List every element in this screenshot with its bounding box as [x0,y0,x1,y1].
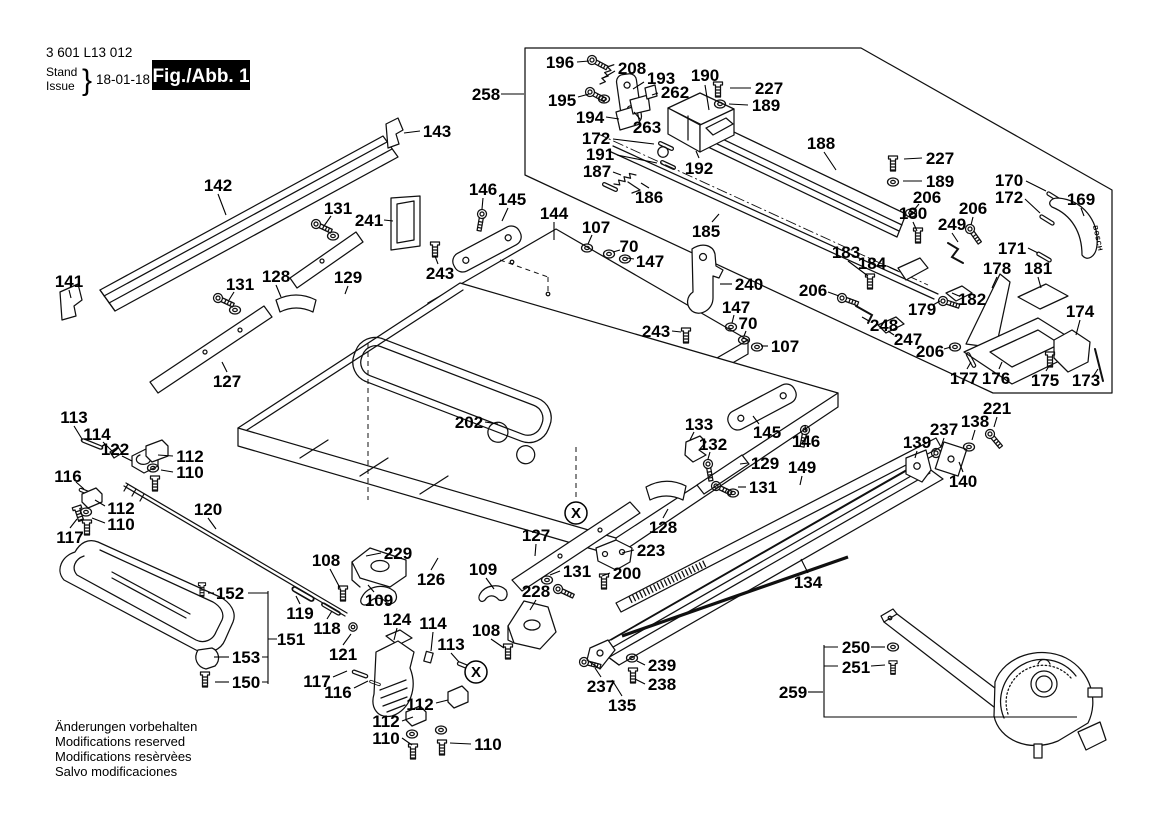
part-callout-135: 135 [607,696,637,715]
washer-131a [328,232,339,240]
part-callout-189: 189 [751,96,781,115]
notice-en: Modifications reserved [55,734,186,749]
part-callout-127: 127 [212,372,242,391]
part-callout-122: 122 [100,440,130,459]
notice-de: Änderungen vorbehalten [55,719,198,734]
part-callout-176: 176 [981,369,1011,388]
part-callout-145: 145 [497,190,527,209]
leader-line-251 [871,665,885,666]
svg-text:X: X [570,505,582,522]
part-callout-250: 250 [841,638,871,657]
part-callout-206: 206 [958,199,988,218]
screw-238 [629,668,638,683]
part-callout-110: 110 [176,463,204,482]
leader-line-108 [491,639,504,648]
svg-text:X: X [470,664,482,681]
screw-110d [438,740,447,755]
part-callout-146: 146 [791,432,821,451]
leader-line-110 [402,738,412,745]
part-callout-243: 243 [641,322,671,341]
bracket-249 [948,243,963,263]
brace-glyph: } [82,64,93,97]
part-callout-170: 170 [994,171,1024,190]
part-callout-147: 147 [635,252,665,271]
leader-line-146 [482,198,483,209]
leader-line-174 [1076,320,1080,335]
part-callout-180: 180 [898,204,928,223]
part-callout-110: 110 [474,735,502,754]
part-callout-112: 112 [406,695,434,714]
part-callout-172: 172 [581,129,611,148]
leader-line-249 [952,233,958,242]
part-callout-184: 184 [857,254,887,273]
part-callout-116: 116 [54,467,82,486]
part-callout-131: 131 [225,275,255,294]
part-callout-206: 206 [915,342,945,361]
screw-117a [72,505,85,522]
figure-label: Fig./Abb. 1 [152,66,250,87]
part-callout-247: 247 [893,330,923,349]
screw-110a [151,476,160,491]
screw-110c [409,744,418,759]
pin-172 [658,141,674,151]
part-callout-113: 113 [437,635,465,654]
leader-line-108 [330,569,340,588]
part-callout-241: 241 [354,211,384,230]
part-callout-195: 195 [547,91,577,110]
leader-line-147 [627,258,634,259]
leader-line-238 [635,679,645,684]
bracket-112a [146,440,168,462]
part-callout-229: 229 [383,544,413,563]
leader-line-188 [824,152,836,170]
leader-line-110 [92,518,105,523]
part-callout-178: 178 [982,259,1012,278]
part-callout-131: 131 [562,562,592,581]
part-callout-237: 237 [929,420,959,439]
leader-line-126 [431,558,438,570]
part-number: 3 601 L13 012 [46,45,133,60]
part-callout-114: 114 [419,614,447,633]
part-callout-114: 114 [83,425,111,444]
part-callout-108: 108 [311,551,341,570]
leader-line-127 [222,362,227,372]
part-callout-112: 112 [372,712,400,731]
washer-110c [407,730,418,738]
part-callout-118: 118 [313,619,341,638]
part-callout-128: 128 [261,267,291,286]
part-callout-171: 171 [997,239,1027,258]
part-callout-175: 175 [1030,371,1060,390]
issue-date: 18-01-18 [96,72,151,87]
leader-line-113 [74,426,82,439]
part-callout-112: 112 [176,447,204,466]
part-callout-141: 141 [54,272,84,291]
title-block [46,45,250,97]
part-callout-179: 179 [907,300,937,319]
part-callout-149: 149 [787,458,817,477]
part-callout-181: 181 [1023,259,1053,278]
part-callout-172: 172 [994,188,1024,207]
part-callout-258: 258 [471,85,501,104]
screw-183 [866,274,875,289]
part-callout-177: 177 [949,369,979,388]
stand-label: Stand [46,65,78,79]
part-callout-228: 228 [521,582,551,601]
part-callout-107: 107 [581,218,611,237]
washer-131b [230,306,241,314]
bolt-146a [475,209,488,232]
washer-107b [752,343,763,351]
nut-121 [349,623,357,631]
part-callout-112: 112 [107,499,135,518]
leader-line-177 [967,362,971,369]
clamp-153 [196,648,219,669]
leader-line-196 [577,61,589,62]
part-callout-113: 113 [60,408,88,427]
part-callout-129: 129 [333,268,363,287]
group-bracket-151 [248,591,277,684]
leader-line-129 [345,286,348,294]
part-callout-109: 109 [364,591,394,610]
circled-x-marker [565,502,587,524]
plate-184 [898,258,928,280]
part-callout-138: 138 [960,412,990,431]
part-callout-223: 223 [636,541,666,560]
part-callout-127: 127 [521,526,551,545]
part-callout-259: 259 [778,683,808,702]
part-callout-132: 132 [698,435,728,454]
washer-189b [888,178,899,186]
part-callout-70: 70 [738,314,758,333]
pin-186 [602,182,618,192]
issue-label: Issue [46,79,75,93]
screw-206b [964,223,984,246]
part-callout-238: 238 [647,675,677,694]
part-callout-117: 117 [303,672,331,691]
part-callout-227: 227 [925,149,955,168]
part-callout-190: 190 [690,66,720,85]
screw-150 [201,672,210,687]
leader-line-121 [343,634,351,645]
pad-181 [1018,284,1068,309]
leader-line-112 [436,700,448,703]
washer-131c [728,489,739,497]
part-callout-237: 237 [586,677,616,696]
washer-138 [964,443,975,451]
part-callout-174: 174 [1065,302,1095,321]
part-callout-206: 206 [912,188,942,207]
leader-line-118 [327,611,332,619]
leader-line-143 [404,131,420,133]
screw-110b [83,520,92,535]
leader-line-142 [218,194,226,215]
leader-line-110 [450,743,471,744]
part-callout-110: 110 [107,515,135,534]
leader-line-170 [1026,181,1046,191]
screw-243a [431,242,440,257]
part-callout-239: 239 [647,656,677,675]
part-callout-243: 243 [425,264,455,283]
part-callout-131: 131 [323,199,353,218]
screw-108a [339,586,348,601]
washer-206d [950,343,961,351]
part-callout-144: 144 [539,204,569,223]
pin-172b [1039,214,1054,225]
leader-line-227 [904,158,922,159]
leader-line-239 [637,661,645,665]
part-callout-121: 121 [328,645,358,664]
leader-line-116 [354,681,368,688]
notice-fr: Modifications resèrvèes [55,749,192,764]
screw-206c [836,292,859,308]
part-callout-70: 70 [619,237,639,256]
part-callout-187: 187 [582,162,612,181]
notice-es: Salvo modificaciones [55,764,178,779]
leader-line-113 [451,653,459,662]
screw-251 [889,661,897,675]
leader-line-117 [70,519,77,528]
pin-117b [352,670,368,679]
part-callout-189: 189 [925,172,955,191]
part-callout-108: 108 [471,621,501,640]
part-callout-117: 117 [56,528,84,547]
part-callout-206: 206 [798,281,828,300]
clamp-block-174 [1054,330,1090,372]
miter-gauge-259 [824,609,1106,758]
part-callout-191: 191 [585,145,615,164]
part-callout-192: 192 [684,159,714,178]
part-callout-188: 188 [806,134,836,153]
bracket-112c [448,686,468,708]
part-callout-248: 248 [869,316,899,335]
leader-line-184 [887,266,898,271]
leader-line-221 [994,417,997,427]
part-callout-186: 186 [634,188,664,207]
part-callout-151: 151 [276,630,306,649]
part-callout-126: 126 [416,570,446,589]
screw-180 [914,228,923,243]
leader-line-248 [862,317,869,321]
part-callout-193: 193 [646,69,676,88]
part-callout-143: 143 [422,122,452,141]
part-callout-139: 139 [902,433,932,452]
part-callout-131: 131 [748,478,778,497]
part-callout-227: 227 [754,79,784,98]
leader-line-120 [208,518,216,529]
leader-line-192 [696,151,699,158]
part-callout-251: 251 [841,658,871,677]
end-cap-143 [386,118,403,148]
shim-128-top [276,295,316,312]
part-callout-185: 185 [691,222,721,241]
part-callout-183: 183 [831,243,861,262]
leader-line-128 [276,285,281,297]
leader-line-117 [333,671,347,677]
part-callout-208: 208 [617,59,647,78]
part-callout-116: 116 [324,683,352,702]
washer-250 [888,643,899,651]
part-callout-146: 146 [468,180,498,199]
screw-227b [889,156,898,171]
spring-187 [614,168,636,191]
part-callout-134: 134 [793,573,823,592]
leader-line-171 [1028,248,1038,253]
bracket-112b [82,488,102,508]
part-callout-240: 240 [734,275,764,294]
u-bracket-241 [391,196,420,250]
part-callout-120: 120 [193,500,223,519]
part-callout-249: 249 [937,215,967,234]
part-callout-169: 169 [1066,190,1096,209]
pivot-bracket-228 [508,601,556,649]
part-callout-107: 107 [770,337,800,356]
part-callout-221: 221 [982,399,1012,418]
leader-line-185 [712,214,719,222]
part-callout-128: 128 [648,518,678,537]
part-callout-147: 147 [721,298,751,317]
part-callout-173: 173 [1071,371,1101,390]
leader-line-119 [296,596,300,604]
leader-line-127 [535,544,536,556]
screw-108b [504,644,513,659]
part-callout-202: 202 [454,413,484,432]
part-callout-109: 109 [468,560,498,579]
rail-segment-127-left [150,306,272,393]
part-callout-133: 133 [684,415,714,434]
leader-line-206 [828,292,839,296]
leader-line-172 [1025,199,1040,213]
leader-line-145 [502,208,508,221]
extension-leaf-151 [60,541,234,653]
part-callout-262: 262 [660,83,690,102]
part-callout-200: 200 [612,564,642,583]
sleeve-119 [292,586,315,602]
part-callout-153: 153 [231,648,261,667]
part-callout-150: 150 [231,673,261,692]
leader-line-191 [617,155,657,163]
part-callout-194: 194 [575,108,605,127]
part-callout-119: 119 [286,604,314,623]
bolt-131d [552,583,575,600]
leader-line-114 [431,632,433,651]
key-114b [424,651,433,662]
leader-line-110 [161,470,173,472]
part-callout-182: 182 [957,290,987,309]
leader-line-128 [663,509,668,518]
part-callout-124: 124 [382,610,412,629]
spring-208 [600,63,614,85]
part-callout-140: 140 [948,472,978,491]
leader-line-149 [800,476,802,485]
screw-200 [600,574,609,589]
part-callout-263: 263 [632,118,662,137]
circled-x-marker [465,661,487,683]
part-callout-110: 110 [372,729,400,748]
leader-line-206 [971,217,973,225]
leader-line-189 [729,104,748,105]
part-callout-145: 145 [752,423,782,442]
part-callout-142: 142 [203,176,233,195]
part-callout-196: 196 [545,53,575,72]
leader-line-138 [972,430,975,440]
washer-70a [604,250,615,258]
washer-110d [436,726,447,734]
washer-147a [620,255,631,263]
screw-196 [586,54,609,72]
support-bracket-240 [688,245,723,313]
part-callout-152: 152 [215,584,245,603]
leader-line-187 [613,172,621,175]
modification-notice [55,719,197,779]
part-callout-129: 129 [750,454,780,473]
bosch-logo-text: BOSCH [1091,224,1104,252]
